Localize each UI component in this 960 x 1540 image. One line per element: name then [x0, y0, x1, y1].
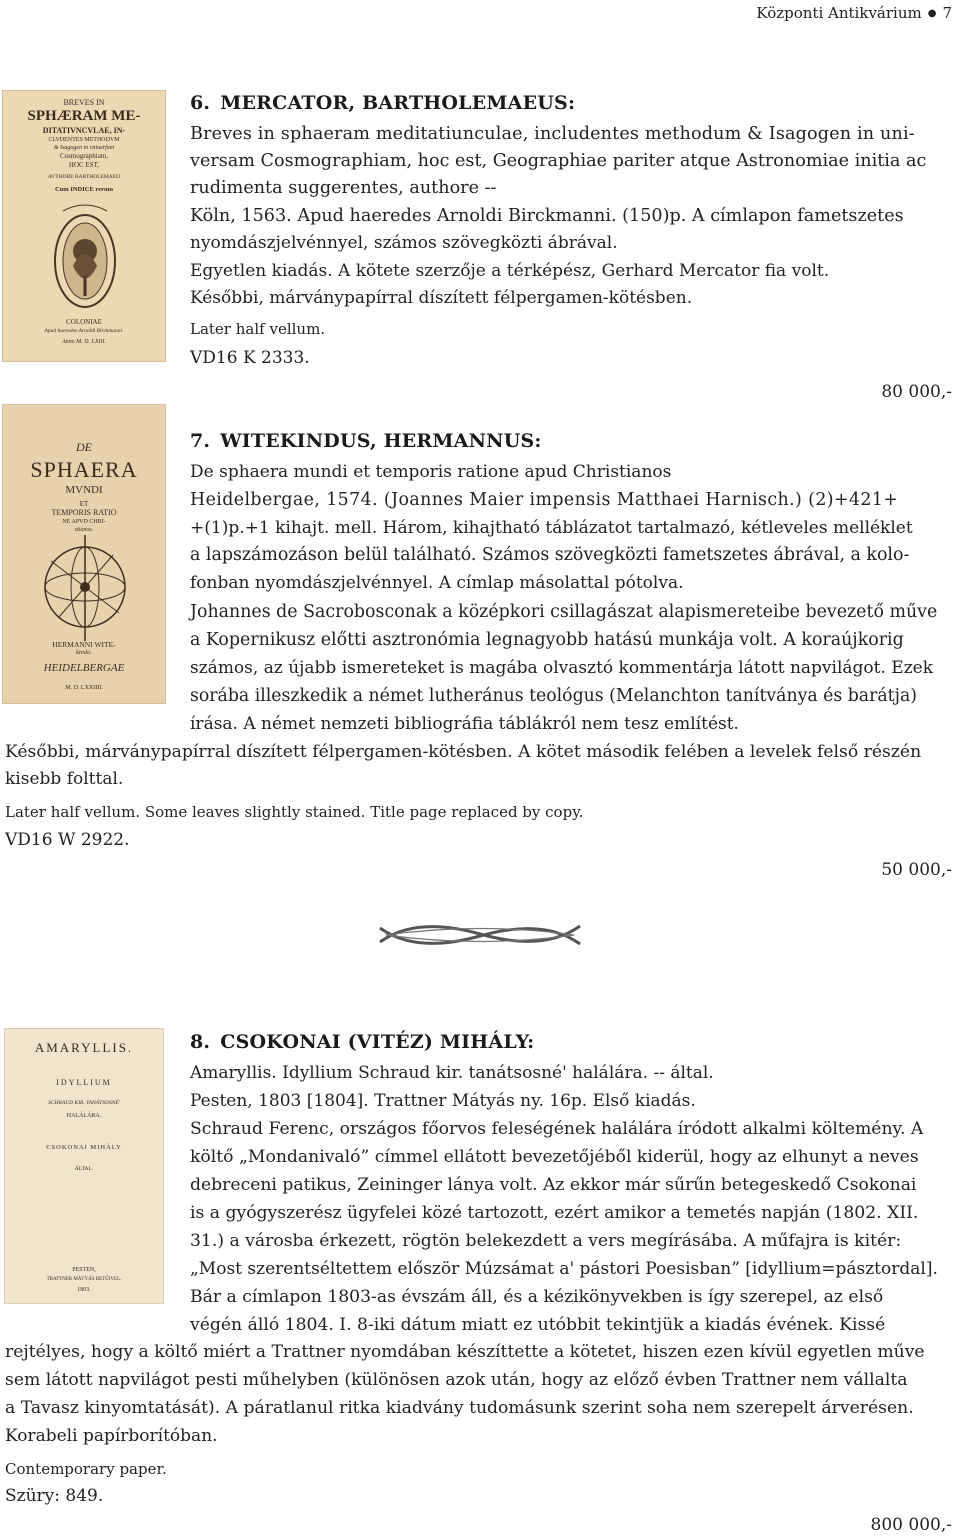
- tp-text: Cum INDICE rerum: [54, 186, 114, 193]
- armillary-sphere-woodcut: [3, 405, 166, 704]
- entry-7-line: +(1)p.+1 kihajt. mell. Három, kihajtható táblázatot tartalmazó, kétleveles melléklet: [190, 518, 913, 538]
- entry-author: WITEKINDUS, HERMANNUS:: [220, 430, 542, 452]
- entry-8-line: debreceni patikus, Zeininger lánya volt. Az ekkor már sűrűn betegeskedő Csokonai: [190, 1175, 917, 1195]
- entry-7-line: sorába illeszkedik a német lutheránus teológus (Melanchton tanítványa és barátja): [190, 686, 918, 706]
- tp-text: SCHRAUD KIR. TANÁTSOSNÉ': [48, 1100, 120, 1106]
- entry-6-title-page-image: [2, 90, 166, 362]
- entry-8-line: Korabeli papírborítóban.: [5, 1426, 218, 1446]
- tp-text: stianos.: [74, 527, 94, 533]
- entry-7-line: VD16 W 2922.: [5, 830, 130, 850]
- tp-text: TRATTNER MÁTYÁS BETŰIVEL.: [46, 1277, 122, 1282]
- entry-7-line: De sphaera mundi et temporis ratione apud Christianos: [190, 462, 672, 482]
- entry-8-title-page-image: [4, 1028, 164, 1304]
- tp-text: ÁLTAL.: [74, 1166, 94, 1172]
- entry-7-line: fonban nyomdászjelvénnyel. A címlap másolattal pótolva.: [190, 573, 684, 593]
- tp-text: HEIDELBERGAE: [43, 662, 125, 674]
- entry-8-line: Pesten, 1803 [1804]. Trattner Mátyás ny. 16p. Első kiadás.: [190, 1091, 696, 1111]
- bullet-separator-icon: ●: [927, 8, 937, 19]
- tp-text: HOC EST,: [68, 161, 100, 169]
- ornament-flourish-icon: [376, 912, 584, 958]
- entry-7-line: Későbbi, márványpapírral díszített félpergamen-kötésben. A kötet második felében a levelek felső részén: [5, 742, 922, 762]
- entry-8-heading: [190, 1031, 534, 1053]
- entry-7-line: írása. A német nemzeti bibliográfia táblákról nem tesz említést.: [190, 714, 739, 734]
- entry-number: 6.: [190, 92, 211, 114]
- entry-7-line: Later half vellum. Some leaves slightly stained. Title page replaced by copy.: [5, 803, 584, 821]
- running-head: [756, 4, 952, 22]
- tp-text: CSOKONAI MIHÁLY: [46, 1144, 122, 1151]
- tp-text: CLVDENTES METHODVM: [48, 137, 120, 143]
- tp-text: & Isagogen in vniuerfam: [53, 145, 115, 151]
- entry-6-line: rudimenta suggerentes, authore --: [190, 178, 497, 198]
- tp-text: ET: [79, 500, 89, 508]
- entry-8-line: a Tavasz kinyomtatását). A páratlanul ritka kiadvány tudomásunk szerint soha nem szerepelt árverésen.: [5, 1398, 914, 1418]
- entry-6-line: Későbbi, márványpapírral díszített félpergamen-kötésben.: [190, 288, 693, 308]
- entry-8-line: rejtélyes, hogy a költő miért a Trattner nyomdában készíttette a kötetet, hiszen ezen kívül egyetlen műve: [5, 1342, 925, 1362]
- entry-6-heading: [190, 92, 575, 114]
- entry-6-line: versam Cosmographiam, hoc est, Geographiae pariter atque Astronomiae initia ac: [190, 151, 927, 171]
- entry-7-line: számos, az újabb ismereteket is magába olvasztó kommentárja látott napvilágot. Ezek: [190, 658, 934, 678]
- tp-text: SPHAERA: [30, 457, 138, 482]
- entry-6-line: Egyetlen kiadás. A kötete szerzője a térképész, Gerhard Mercator fia volt.: [190, 261, 830, 281]
- entry-author: CSOKONAI (VITÉZ) MIHÁLY:: [220, 1031, 535, 1053]
- tp-text: IDYLLIUM: [56, 1078, 112, 1087]
- entry-6-price: 80 000,-: [881, 382, 952, 402]
- tp-text: DE: [76, 440, 92, 454]
- entry-7-line: Johannes de Sacrobosconak a középkori csillagászat alapismereteibe bevezető műve: [190, 602, 938, 622]
- entry-6-line: Breves in sphaeram meditatiunculae, includentes methodum & Isagogen in uni-: [190, 124, 915, 144]
- tp-text: PESTEN,: [72, 1267, 96, 1273]
- entry-6-line: Later half vellum.: [190, 320, 326, 338]
- entry-7-price: 50 000,-: [881, 860, 952, 880]
- tp-text: COLONIAE: [66, 318, 102, 326]
- entry-8-line: sem látott napvilágot pesti műhelyben (különösen azok után, hogy az előző évben Trattner nem vállalta: [5, 1370, 908, 1390]
- tp-text: Anno M. D. LXIII.: [62, 339, 106, 345]
- tp-text: SPHÆRAM ME-: [27, 108, 141, 124]
- tp-text: 1803.: [77, 1287, 91, 1293]
- page-number: 7: [942, 4, 952, 22]
- tp-text: AMARYLLIS.: [34, 1040, 134, 1055]
- entry-8-line: Szüry: 849.: [5, 1486, 104, 1506]
- tp-text: HALÁLÁRA.: [66, 1113, 102, 1119]
- entry-7-heading: [190, 430, 542, 452]
- entry-8-price: 800 000,-: [870, 1515, 952, 1535]
- entry-8-line: „Most szerentséltettem először Múzsámat a' pástori Poesisban” [idyllium=pásztordal].: [190, 1259, 938, 1279]
- entry-8-line: költő „Mondanivaló” címmel ellátott bevezetőjéből kiderül, hogy az elhunyt a neves: [190, 1147, 919, 1167]
- tp-text: AVTHORE BARTHOLEMAEO: [47, 174, 121, 180]
- entry-7-line: a lapszámozáson belül található. Számos szövegközti fametszetes ábrával, a kolo-: [190, 545, 910, 565]
- entry-7-line: Heidelbergae, 1574. (Joannes Maier impensis Matthaei Harnisch.) (2)+421+: [190, 490, 899, 510]
- tp-text: TEMPORIS RATIO: [51, 508, 117, 517]
- entry-8-line: is a gyógyszerész ügyfelei közé tartozott, ezért amikor a temetés napján (1802. XII.: [190, 1203, 919, 1223]
- tp-text: DITATIVNCVLAE, IN-: [42, 126, 126, 135]
- entry-8-line: végén álló 1804. I. 8-iki dátum miatt ez utóbbit tekintjük a kiadás évének. Kissé: [190, 1315, 886, 1335]
- tp-text: BREVES IN: [63, 98, 105, 107]
- tp-text: HERMANNI WITE-: [52, 640, 116, 649]
- entry-author: MERCATOR, BARTHOLEMAEUS:: [220, 92, 576, 114]
- entry-8-line: Bár a címlapon 1803-as évszám áll, és a kézikönyvekben is így szerepel, az első: [190, 1287, 884, 1307]
- entry-7-line: kisebb folttal.: [5, 769, 124, 789]
- tp-text: MVNDI: [65, 484, 103, 496]
- entry-6-line: Köln, 1563. Apud haeredes Arnoldi Birckmanni. (150)p. A címlapon fametszetes: [190, 206, 904, 226]
- entry-8-line: 31.) a városba érkezett, rögtön belekezdett a vers megírásába. A műfajra is kitér:: [190, 1231, 902, 1251]
- entry-7-title-page-image: [2, 404, 166, 704]
- tp-text: kindo.: [75, 649, 93, 656]
- tp-text: NE APVD CHRI-: [62, 519, 106, 525]
- running-head-title: Központi Antikvárium: [756, 4, 922, 22]
- tp-text: Cosmographiam,: [59, 152, 109, 160]
- tp-text: Apud haeredes Arnoldi Birckmanni.: [44, 328, 124, 334]
- tp-text: M. D. LXXIIII.: [65, 685, 103, 691]
- entry-number: 7.: [190, 430, 211, 452]
- entry-6-line: VD16 K 2333.: [190, 348, 310, 368]
- entry-6-line: nyomdászjelvénnyel, számos szövegközti ábrával.: [190, 233, 618, 253]
- entry-number: 8.: [190, 1031, 211, 1053]
- entry-8-line: Amaryllis. Idyllium Schraud kir. tanátsosné' halálára. -- által.: [190, 1063, 714, 1083]
- entry-8-line: Schraud Ferenc, országos főorvos feleségének halálára íródott alkalmi költemény. A: [190, 1119, 924, 1139]
- entry-7-line: a Kopernikusz előtti asztronómia legnagyobb hatású munkája volt. A koraújkorig: [190, 630, 904, 650]
- entry-8-line: Contemporary paper.: [5, 1460, 167, 1478]
